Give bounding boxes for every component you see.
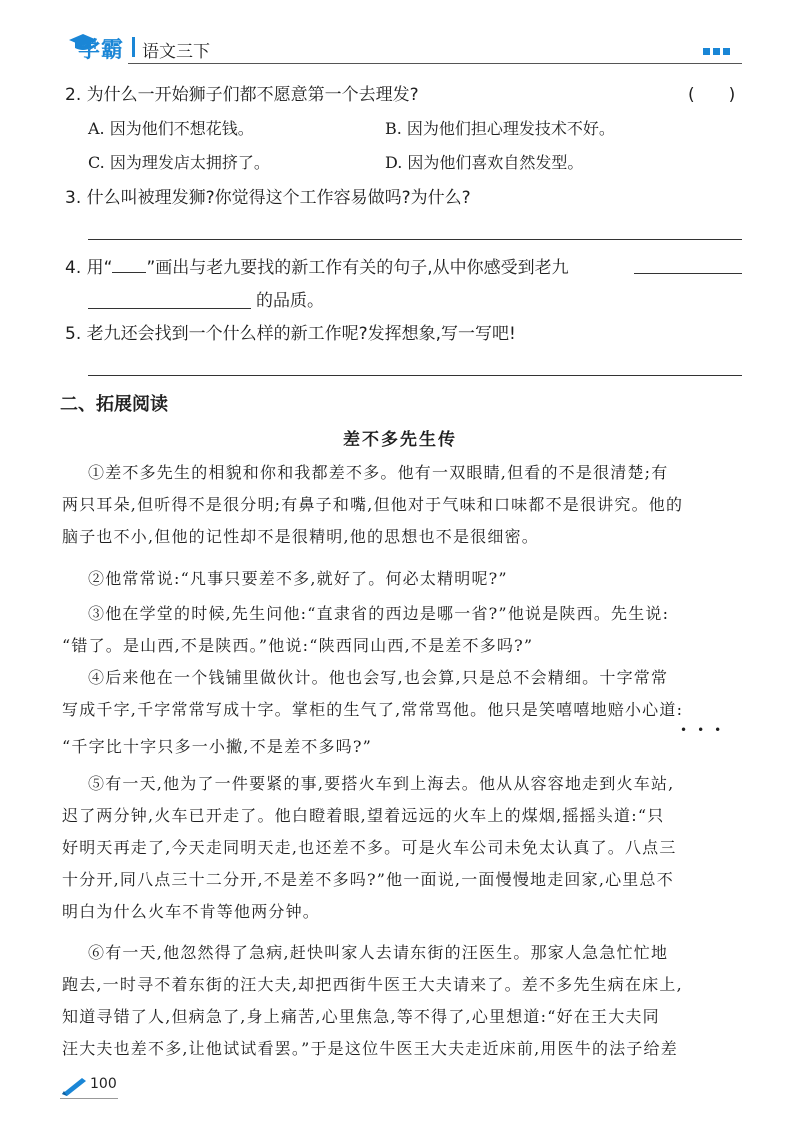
passage-line: ④后来他在一个钱铺里做伙计。他也会写,也会算,只是总不会精细。十字常常	[88, 668, 669, 687]
question-2-option-a: A. 因为他们不想花钱。	[88, 119, 254, 138]
question-2-answer-bracket[interactable]: ( )	[688, 85, 736, 105]
passage-line: ⑥有一天,他忽然得了急病,赶快叫家人去请东街的汪医生。那家人急急忙忙地	[88, 943, 669, 962]
question-2-text: 2. 为什么一开始狮子们都不愿意第一个去理发?	[65, 85, 419, 105]
passage-title: 差不多先生传	[343, 430, 457, 450]
passage-line: ⑤有一天,他为了一件要紧的事,要搭火车到上海去。他从从容容地走到火车站,	[88, 774, 675, 793]
question-4-answer-blank-2[interactable]	[88, 308, 251, 309]
question-3-answer-line[interactable]	[88, 239, 742, 240]
passage-line: 两只耳朵,但听得不是很分明;有鼻子和嘴,但他对于气味和口味都不是很讲究。他的	[62, 495, 684, 514]
passage-line: 十分开,同八点三十二分开,不是差不多吗?”他一面说,一面慢慢地走回家,心里总不	[62, 870, 674, 889]
question-5-text: 5. 老九还会找到一个什么样的新工作呢?发挥想象,写一写吧!	[65, 324, 516, 344]
header-square-2	[713, 48, 720, 55]
emphasis-dots: •••	[680, 723, 732, 737]
passage-line: 好明天再走了,今天走同明天走,也还差不多。可是火车公司未免太认真了。八点三	[62, 838, 677, 857]
footer-rule	[60, 1098, 118, 1099]
question-4-answer-blank-1[interactable]	[634, 273, 742, 274]
question-2-option-d: D. 因为他们喜欢自然发型。	[385, 153, 584, 172]
passage-line: 知道寻错了人,但病急了,身上痛苦,心里焦急,等不得了,心里想道:“好在王大夫同	[62, 1007, 660, 1026]
question-4-underline-symbol	[112, 255, 146, 273]
header-rule	[128, 63, 742, 64]
passage-line: ②他常常说:“凡事只要差不多,就好了。何必太精明呢?”	[88, 569, 508, 588]
book-subject: 语文三下	[142, 42, 210, 62]
brand-divider	[132, 37, 135, 57]
header-square-1	[703, 48, 710, 55]
question-5-answer-line[interactable]	[88, 375, 742, 376]
question-3-text: 3. 什么叫被理发狮?你觉得这个工作容易做吗?为什么?	[65, 188, 471, 208]
passage-line: 写成千字,千字常常写成十字。掌柜的生气了,常常骂他。他只是笑嘻嘻地赔小心道:	[62, 700, 684, 719]
question-4-line-2: 的品质。	[256, 291, 324, 311]
question-4-part-1: 4. 用“	[65, 258, 113, 278]
page-number: 100	[90, 1076, 117, 1092]
passage-line: “千字比十字只多一小撇,不是差不多吗?”	[62, 737, 373, 756]
passage-line: 明白为什么火车不肯等他两分钟。	[62, 902, 321, 921]
passage-line: 汪大夫也差不多,让他试试看罢。”于是这位牛医王大夫走近床前,用医牛的法子给差	[62, 1039, 678, 1058]
passage-line: ③他在学堂的时候,先生问他:“直隶省的西边是哪一省?”他说是陕西。先生说:	[88, 604, 670, 623]
passage-line: 迟了两分钟,火车已开走了。他白瞪着眼,望着远远的火车上的煤烟,摇摇头道:“只	[62, 806, 665, 825]
passage-line: 脑子也不小,但他的记性却不是很精明,他的思想也不是很细密。	[62, 527, 539, 546]
brand-logo-text: 学霸	[78, 38, 125, 63]
passage-line: 跑去,一时寻不着东街的汪大夫,却把西街牛医王大夫请来了。差不多先生病在床上,	[62, 975, 683, 994]
header-square-3	[723, 48, 730, 55]
question-4-line-1	[65, 255, 569, 279]
passage-line: ①差不多先生的相貌和你和我都差不多。他有一双眼睛,但看的不是很清楚;有	[88, 463, 669, 482]
section-heading: 二、拓展阅读	[60, 394, 168, 415]
pencil-icon	[60, 1076, 90, 1098]
passage-line: “错了。是山西,不是陕西。”他说:“陕西同山西,不是差不多吗?”	[62, 636, 534, 655]
question-2-option-b: B. 因为他们担心理发技术不好。	[385, 119, 615, 138]
question-4-part-2: ”画出与老九要找的新工作有关的句子,从中你感受到老九	[146, 258, 569, 278]
question-2-option-c: C. 因为理发店太拥挤了。	[88, 153, 270, 172]
